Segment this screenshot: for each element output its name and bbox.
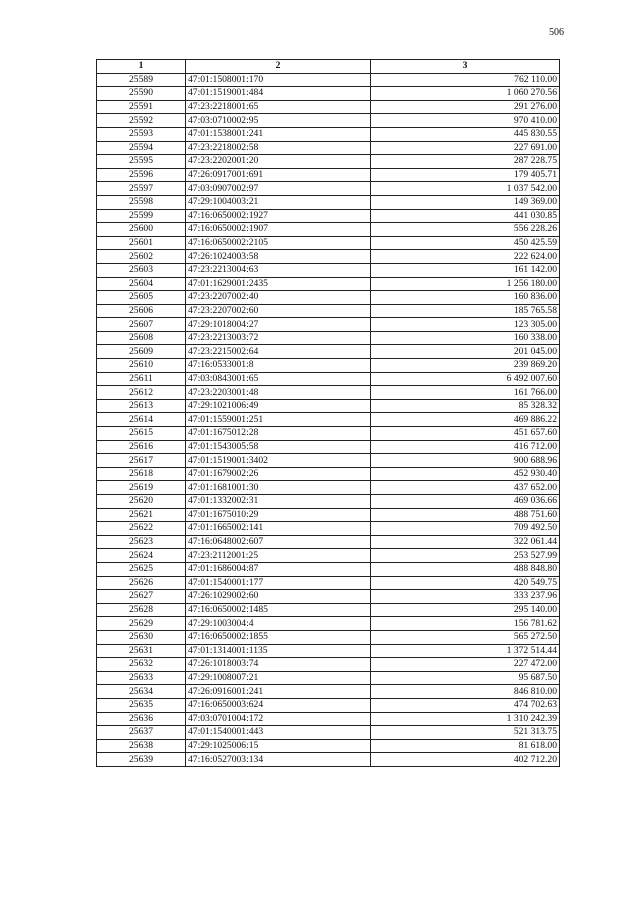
row-number-cell: 25608 — [97, 331, 186, 345]
value-cell: 1 256 180.00 — [371, 277, 560, 291]
cadastral-number-cell: 47:16:0533001:8 — [186, 359, 371, 373]
value-cell: 95 687.50 — [371, 671, 560, 685]
row-number-cell: 25630 — [97, 630, 186, 644]
cadastral-number-cell: 47:01:1665002:141 — [186, 522, 371, 536]
table-row — [97, 87, 560, 101]
value-cell: 420 549.75 — [371, 576, 560, 590]
cadastral-number-cell: 47:01:1508001:170 — [186, 73, 371, 87]
cadastral-number-cell: 47:26:0916001:241 — [186, 685, 371, 699]
table-row — [97, 549, 560, 563]
cadastral-number-cell: 47:23:2215002:64 — [186, 345, 371, 359]
cadastral-number-cell: 47:23:2218002:58 — [186, 141, 371, 155]
value-cell: 846 810.00 — [371, 685, 560, 699]
value-cell: 179 405.71 — [371, 168, 560, 182]
value-cell: 222 624.00 — [371, 250, 560, 264]
row-number-cell: 25635 — [97, 698, 186, 712]
table-row — [97, 399, 560, 413]
table-row — [97, 291, 560, 305]
page-number: 506 — [549, 27, 564, 38]
value-cell: 295 140.00 — [371, 603, 560, 617]
row-number-cell: 25624 — [97, 549, 186, 563]
table-row — [97, 223, 560, 237]
row-number-cell: 25601 — [97, 236, 186, 250]
cadastral-number-cell: 47:26:1018003:74 — [186, 658, 371, 672]
row-number-cell: 25616 — [97, 440, 186, 454]
table-row — [97, 508, 560, 522]
cadastral-number-cell: 47:29:1003004:4 — [186, 617, 371, 631]
cadastral-number-cell: 47:26:1029002:60 — [186, 590, 371, 604]
table-row — [97, 236, 560, 250]
table-row — [97, 277, 560, 291]
cadastral-number-cell: 47:23:2218001:65 — [186, 100, 371, 114]
row-number-cell: 25607 — [97, 318, 186, 332]
table-row — [97, 698, 560, 712]
row-number-cell: 25593 — [97, 127, 186, 141]
row-number-cell: 25595 — [97, 155, 186, 169]
table-row — [97, 576, 560, 590]
row-number-cell: 25589 — [97, 73, 186, 87]
value-cell: 556 228.26 — [371, 223, 560, 237]
value-cell: 451 657.60 — [371, 427, 560, 441]
row-number-cell: 25592 — [97, 114, 186, 128]
table-row — [97, 318, 560, 332]
table-row — [97, 495, 560, 509]
cadastral-number-cell: 47:03:0701004:172 — [186, 712, 371, 726]
table-row — [97, 168, 560, 182]
value-cell: 441 030.85 — [371, 209, 560, 223]
row-number-cell: 25621 — [97, 508, 186, 522]
row-number-cell: 25637 — [97, 726, 186, 740]
row-number-cell: 25605 — [97, 291, 186, 305]
cadastral-number-cell: 47:23:2207002:60 — [186, 304, 371, 318]
value-cell: 445 830.55 — [371, 127, 560, 141]
table-row — [97, 100, 560, 114]
table-row — [97, 712, 560, 726]
row-number-cell: 25617 — [97, 454, 186, 468]
row-number-cell: 25598 — [97, 195, 186, 209]
value-cell: 1 060 270.56 — [371, 87, 560, 101]
row-number-cell: 25634 — [97, 685, 186, 699]
row-number-cell: 25594 — [97, 141, 186, 155]
row-number-cell: 25603 — [97, 263, 186, 277]
value-cell: 161 142.00 — [371, 263, 560, 277]
table-row — [97, 454, 560, 468]
cadastral-number-cell: 47:01:1675012:28 — [186, 427, 371, 441]
cadastral-number-cell: 47:16:0650002:1485 — [186, 603, 371, 617]
cadastral-number-cell: 47:01:1681001:30 — [186, 481, 371, 495]
value-cell: 1 037 542.00 — [371, 182, 560, 196]
value-cell: 709 492.50 — [371, 522, 560, 536]
cadastral-number-cell: 47:01:1543005:58 — [186, 440, 371, 454]
row-number-cell: 25590 — [97, 87, 186, 101]
table-row — [97, 304, 560, 318]
value-cell: 488 751.60 — [371, 508, 560, 522]
cadastral-number-cell: 47:29:1021006:49 — [186, 399, 371, 413]
cadastral-number-cell: 47:23:2112001:25 — [186, 549, 371, 563]
row-number-cell: 25602 — [97, 250, 186, 264]
table-row — [97, 250, 560, 264]
cadastral-number-cell: 47:01:1675010:29 — [186, 508, 371, 522]
table-row — [97, 359, 560, 373]
value-cell: 291 276.00 — [371, 100, 560, 114]
cadastral-number-cell: 47:16:0527003:134 — [186, 753, 371, 767]
row-number-cell: 25613 — [97, 399, 186, 413]
row-number-cell: 25612 — [97, 386, 186, 400]
table-row — [97, 562, 560, 576]
cadastral-number-cell: 47:16:0650002:1855 — [186, 630, 371, 644]
row-number-cell: 25606 — [97, 304, 186, 318]
row-number-cell: 25597 — [97, 182, 186, 196]
row-number-cell: 25596 — [97, 168, 186, 182]
cadastral-number-cell: 47:01:1519001:3402 — [186, 454, 371, 468]
cadastral-number-cell: 47:01:1629001:2435 — [186, 277, 371, 291]
row-number-cell: 25609 — [97, 345, 186, 359]
cadastral-number-cell: 47:16:0650002:1927 — [186, 209, 371, 223]
table-row — [97, 155, 560, 169]
table-row — [97, 195, 560, 209]
value-cell: 6 492 007.60 — [371, 372, 560, 386]
row-number-cell: 25625 — [97, 562, 186, 576]
cadastral-number-cell: 47:29:1004003:21 — [186, 195, 371, 209]
cadastral-number-cell: 47:23:2213004:63 — [186, 263, 371, 277]
cadastral-number-cell: 47:26:1024003:58 — [186, 250, 371, 264]
cadastral-number-cell: 47:01:1538001:241 — [186, 127, 371, 141]
table-row — [97, 386, 560, 400]
value-cell: 322 061.44 — [371, 535, 560, 549]
column-header-2: 2 — [186, 60, 371, 74]
value-cell: 416 712.00 — [371, 440, 560, 454]
row-number-cell: 25599 — [97, 209, 186, 223]
row-number-cell: 25600 — [97, 223, 186, 237]
value-cell: 1 310 242.39 — [371, 712, 560, 726]
value-cell: 469 036.66 — [371, 495, 560, 509]
value-cell: 227 472.00 — [371, 658, 560, 672]
table-row — [97, 753, 560, 767]
table-row — [97, 372, 560, 386]
cadastral-number-cell: 47:03:0710002:95 — [186, 114, 371, 128]
row-number-cell: 25626 — [97, 576, 186, 590]
cadastral-number-cell: 47:01:1332002:31 — [186, 495, 371, 509]
row-number-cell: 25623 — [97, 535, 186, 549]
row-number-cell: 25627 — [97, 590, 186, 604]
value-cell: 565 272.50 — [371, 630, 560, 644]
table-row — [97, 73, 560, 87]
row-number-cell: 25636 — [97, 712, 186, 726]
table-row — [97, 658, 560, 672]
cadastral-number-cell: 47:16:0650003:624 — [186, 698, 371, 712]
value-cell: 85 328.32 — [371, 399, 560, 413]
value-cell: 450 425.59 — [371, 236, 560, 250]
cadastral-number-cell: 47:01:1519001:484 — [186, 87, 371, 101]
table-row — [97, 114, 560, 128]
value-cell: 488 848.80 — [371, 562, 560, 576]
table-row — [97, 263, 560, 277]
cadastral-number-cell: 47:01:1540001:443 — [186, 726, 371, 740]
cadastral-number-cell: 47:01:1314001:1135 — [186, 644, 371, 658]
table-row — [97, 644, 560, 658]
table-row — [97, 739, 560, 753]
value-cell: 156 781.62 — [371, 617, 560, 631]
row-number-cell: 25614 — [97, 413, 186, 427]
table-row — [97, 440, 560, 454]
value-cell: 161 766.00 — [371, 386, 560, 400]
row-number-cell: 25619 — [97, 481, 186, 495]
table-row — [97, 467, 560, 481]
row-number-cell: 25638 — [97, 739, 186, 753]
value-cell: 149 369.00 — [371, 195, 560, 209]
cadastral-number-cell: 47:29:1025006:15 — [186, 739, 371, 753]
table-row — [97, 617, 560, 631]
row-number-cell: 25610 — [97, 359, 186, 373]
table-body — [97, 73, 560, 766]
cadastral-number-cell: 47:16:0650002:1907 — [186, 223, 371, 237]
row-number-cell: 25639 — [97, 753, 186, 767]
table-row — [97, 590, 560, 604]
table-row — [97, 603, 560, 617]
value-cell: 521 313.75 — [371, 726, 560, 740]
cadastral-number-cell: 47:23:2202001:20 — [186, 155, 371, 169]
value-cell: 81 618.00 — [371, 739, 560, 753]
column-header-3: 3 — [371, 60, 560, 74]
table-row — [97, 522, 560, 536]
cadastral-number-cell: 47:29:1008007:21 — [186, 671, 371, 685]
value-cell: 333 237.96 — [371, 590, 560, 604]
cadastral-number-cell: 47:01:1679002:26 — [186, 467, 371, 481]
table-header-row — [97, 60, 560, 74]
value-cell: 201 045.00 — [371, 345, 560, 359]
value-cell: 452 930.40 — [371, 467, 560, 481]
cadastral-number-cell: 47:03:0907002:97 — [186, 182, 371, 196]
cadastral-number-cell: 47:01:1686004:87 — [186, 562, 371, 576]
cadastral-number-cell: 47:16:0650002:2105 — [186, 236, 371, 250]
row-number-cell: 25629 — [97, 617, 186, 631]
row-number-cell: 25633 — [97, 671, 186, 685]
cadastral-number-cell: 47:01:1540001:177 — [186, 576, 371, 590]
table-row — [97, 182, 560, 196]
row-number-cell: 25615 — [97, 427, 186, 441]
cadastral-number-cell: 47:01:1559001:251 — [186, 413, 371, 427]
row-number-cell: 25611 — [97, 372, 186, 386]
row-number-cell: 25618 — [97, 467, 186, 481]
row-number-cell: 25628 — [97, 603, 186, 617]
row-number-cell: 25632 — [97, 658, 186, 672]
value-cell: 123 305.00 — [371, 318, 560, 332]
table-row — [97, 413, 560, 427]
column-header-1: 1 — [97, 60, 186, 74]
cadastral-number-cell: 47:16:0648002:607 — [186, 535, 371, 549]
value-cell: 437 652.00 — [371, 481, 560, 495]
row-number-cell: 25604 — [97, 277, 186, 291]
value-cell: 253 527.99 — [371, 549, 560, 563]
table-row — [97, 630, 560, 644]
table-row — [97, 331, 560, 345]
table-row — [97, 345, 560, 359]
row-number-cell: 25591 — [97, 100, 186, 114]
table-row — [97, 209, 560, 223]
table-row — [97, 141, 560, 155]
value-cell: 402 712.20 — [371, 753, 560, 767]
cadastral-number-cell: 47:29:1018004:27 — [186, 318, 371, 332]
value-cell: 1 372 514.44 — [371, 644, 560, 658]
table-row — [97, 535, 560, 549]
table-row — [97, 127, 560, 141]
value-cell: 970 410.00 — [371, 114, 560, 128]
value-cell: 239 869.20 — [371, 359, 560, 373]
cadastral-number-cell: 47:23:2213003:72 — [186, 331, 371, 345]
row-number-cell: 25620 — [97, 495, 186, 509]
table-row — [97, 481, 560, 495]
data-table — [96, 59, 560, 767]
cadastral-number-cell: 47:23:2207002:40 — [186, 291, 371, 305]
value-cell: 160 338.00 — [371, 331, 560, 345]
value-cell: 185 765.58 — [371, 304, 560, 318]
cadastral-number-cell: 47:23:2203001:48 — [186, 386, 371, 400]
value-cell: 469 886.22 — [371, 413, 560, 427]
value-cell: 287 228.75 — [371, 155, 560, 169]
value-cell: 762 110.00 — [371, 73, 560, 87]
value-cell: 160 836.00 — [371, 291, 560, 305]
table-row — [97, 671, 560, 685]
row-number-cell: 25622 — [97, 522, 186, 536]
table-row — [97, 685, 560, 699]
row-number-cell: 25631 — [97, 644, 186, 658]
table-row — [97, 726, 560, 740]
value-cell: 900 688.96 — [371, 454, 560, 468]
value-cell: 227 691.00 — [371, 141, 560, 155]
cadastral-number-cell: 47:26:0917001:691 — [186, 168, 371, 182]
table-row — [97, 427, 560, 441]
value-cell: 474 702.63 — [371, 698, 560, 712]
cadastral-number-cell: 47:03:0843001:65 — [186, 372, 371, 386]
